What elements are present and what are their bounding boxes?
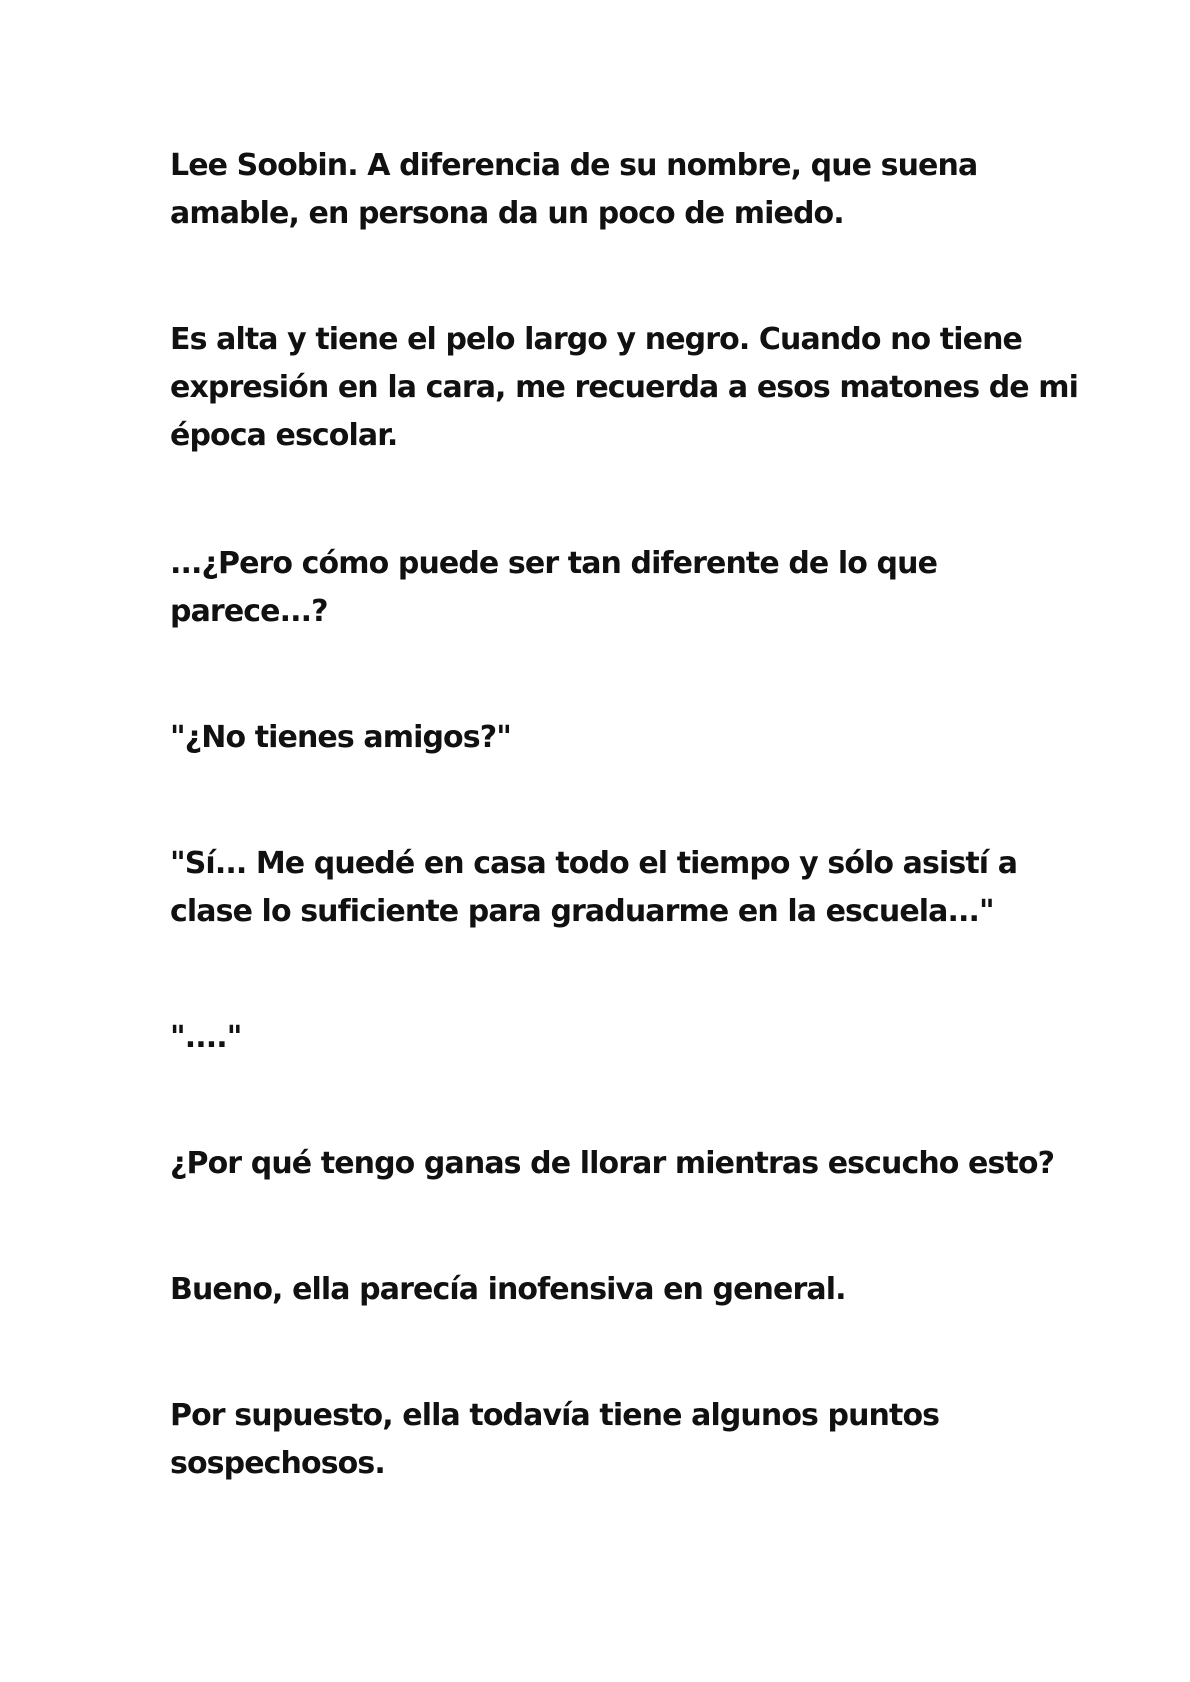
paragraph-line: Es alta y tiene el pelo largo y negro. Cuando no tiene [170, 322, 1022, 357]
paragraph-line: Lee Soobin. A diferencia de su nombre, que suena [170, 148, 978, 183]
paragraph-9 [170, 1392, 1050, 1488]
paragraph-line: expresión en la cara, me recuerda a esos matones de mi [170, 370, 1079, 405]
paragraph-line: clase lo suficiente para graduarme en la escuela..." [170, 894, 994, 929]
paragraph-line: "¿No tienes amigos?" [170, 720, 511, 755]
paragraph-2 [170, 316, 1079, 460]
paragraph-line: "Sí... Me quedé en casa todo el tiempo y sólo asistí a [170, 846, 1018, 881]
paragraph-4 [170, 714, 1050, 762]
paragraph-line: ¿Por qué tengo ganas de llorar mientras escucho esto? [170, 1146, 1055, 1181]
paragraph-line: época escolar. [170, 418, 398, 453]
paragraph-line: Por supuesto, ella todavía tiene algunos puntos [170, 1398, 940, 1433]
paragraph-line: ...¿Pero cómo puede ser tan diferente de lo que [170, 546, 938, 581]
paragraph-3 [170, 540, 1050, 636]
paragraph-5 [170, 840, 1050, 936]
paragraph-1 [170, 142, 1050, 238]
paragraph-line: amable, en persona da un poco de miedo. [170, 196, 844, 231]
paragraph-8 [170, 1266, 1050, 1314]
paragraph-line: "...." [170, 1020, 242, 1055]
paragraph-6 [170, 1014, 1050, 1062]
paragraph-line: sospechosos. [170, 1446, 385, 1481]
paragraph-7 [170, 1140, 1055, 1188]
paragraph-line: Bueno, ella parecía inofensiva en general. [170, 1272, 846, 1307]
paragraph-line: parece...? [170, 594, 328, 629]
